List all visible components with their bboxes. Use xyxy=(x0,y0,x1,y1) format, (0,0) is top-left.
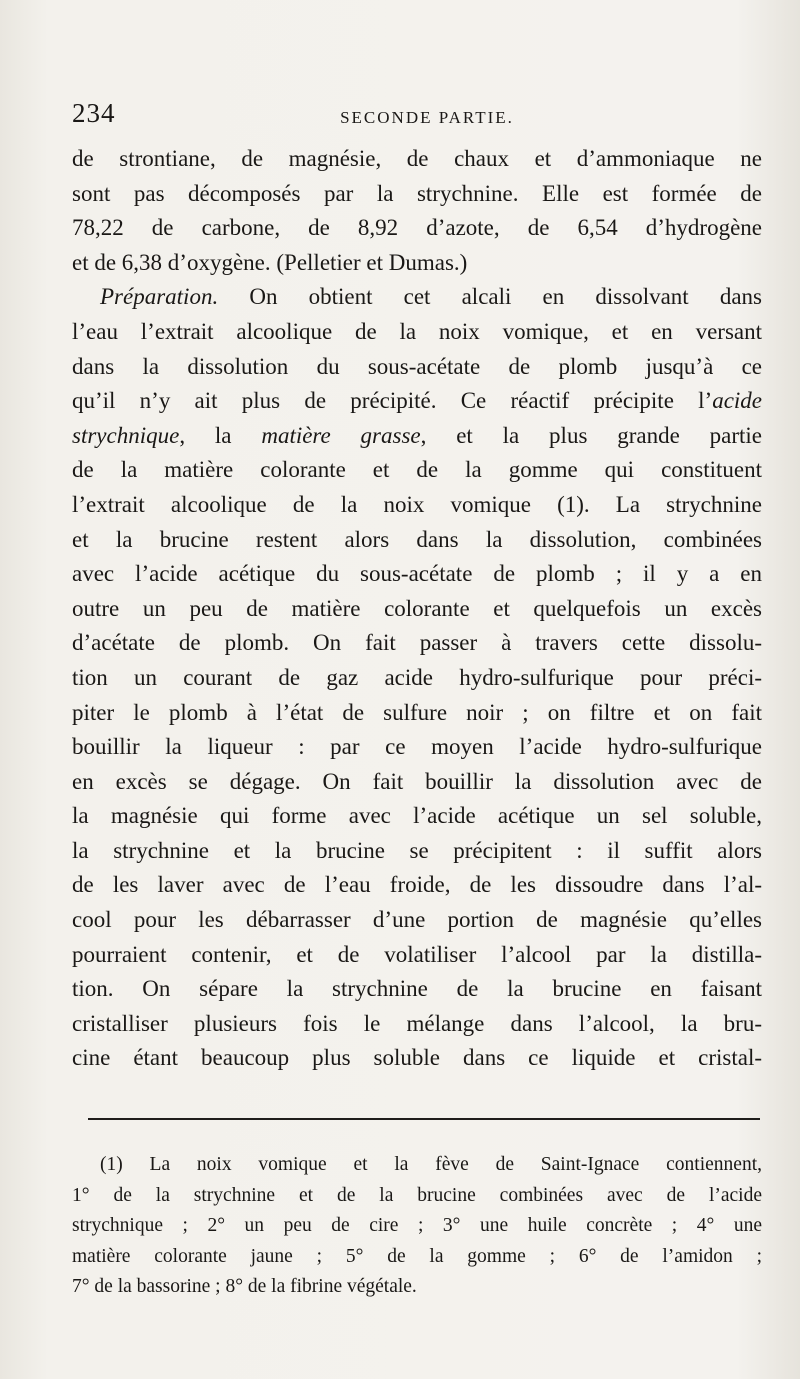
main-text xyxy=(72,142,762,1076)
footnote-line: (1) La noix vomique et la fève de Saint-Ignace contiennent, xyxy=(100,1154,762,1175)
text-line: la strychnine et la brucine se précipitent : il suffit alors xyxy=(72,837,762,863)
italic-term: acide xyxy=(712,388,762,414)
text-span: , la xyxy=(179,422,262,448)
text-line: cristalliser plusieurs fois le mélange dans l’alcool, la bru- xyxy=(72,1010,762,1036)
text-line: tion. On sépare la strychnine de la brucine en faisant xyxy=(72,976,762,1002)
text-line xyxy=(72,384,762,419)
text-line: cine étant beaucoup plus soluble dans ce liquide et cristal- xyxy=(72,1045,762,1071)
italic-term: strychnique xyxy=(72,422,180,448)
text-line xyxy=(72,280,762,315)
text-line: pourraient contenir, et de volatiliser l’alcool par la distilla- xyxy=(72,941,762,967)
text-line: de la matière colorante et de la gomme qui constituent xyxy=(72,457,762,483)
text-line: tion un courant de gaz acide hydro-sulfurique pour préci- xyxy=(72,664,762,690)
text-span: qu’il n’y ait plus de précipité. Ce réactif précipite l’ xyxy=(72,388,713,414)
running-head: SECONDE PARTIE. xyxy=(340,108,514,127)
text-line: la magnésie qui forme avec l’acide acétique un sel soluble, xyxy=(72,803,762,829)
page-header xyxy=(72,98,762,138)
footnote-line: 7° de la bassorine ; 8° de la fibrine végétale. xyxy=(72,1276,417,1297)
text-line: cool pour les débarrasser d’une portion de magnésie qu’elles xyxy=(72,907,762,933)
footnote-line: strychnique ; 2° un peu de cire ; 3° une huile concrète ; 4° une xyxy=(72,1215,762,1236)
text-line: de strontiane, de magnésie, de chaux et d’ammoniaque ne xyxy=(72,146,762,171)
text-span: , et la plus grande partie xyxy=(420,422,762,448)
footnote-line: matière colorante jaune ; 5° de la gomme ; 6° de l’amidon ; xyxy=(72,1245,762,1267)
text-line: avec l’acide acétique du sous-acétate de plomb ; il y a en xyxy=(72,561,762,587)
footnote xyxy=(72,1150,762,1303)
text-line: dans la dissolution du sous-acétate de plomb jusqu’à ce xyxy=(72,353,762,379)
section-heading: Préparation. xyxy=(100,284,219,310)
footnote-divider xyxy=(88,1118,760,1120)
text-line: en excès se dégage. On fait bouillir la dissolution avec de xyxy=(72,768,762,794)
text-line: et la brucine restent alors dans la dissolution, combinées xyxy=(72,526,762,552)
text-line: 78,22 de carbone, de 8,92 d’azote, de 6,54 d’hydrogène xyxy=(72,215,762,241)
text-line: de les laver avec de l’eau froide, de les dissoudre dans l’al- xyxy=(72,872,762,898)
page-number: 234 xyxy=(72,98,116,128)
text-line: d’acétate de plomb. On fait passer à travers cette dissolu- xyxy=(72,630,762,656)
text-span: On obtient cet alcali en dissolvant dans xyxy=(218,284,762,310)
text-line: l’extrait alcoolique de la noix vomique (1). La strychnine xyxy=(72,491,762,517)
text-line: bouillir la liqueur : par ce moyen l’acide hydro-sulfurique xyxy=(72,734,762,760)
text-line: l’eau l’extrait alcoolique de la noix vomique, et en versant xyxy=(72,318,762,344)
footnote-line: 1° de la strychnine et de la brucine combinées avec de l’acide xyxy=(72,1184,762,1206)
italic-term: matière grasse xyxy=(261,422,421,448)
text-line: sont pas décomposés par la strychnine. Elle est formée de xyxy=(72,180,762,206)
text-line: outre un peu de matière colorante et quelquefois un excès xyxy=(72,595,762,621)
text-line: piter le plomb à l’état de sulfure noir ; on filtre et on fait xyxy=(72,699,762,725)
text-line xyxy=(72,419,762,454)
text-line: et de 6,38 d’oxygène. (Pelletier et Dumas.) xyxy=(72,249,468,275)
